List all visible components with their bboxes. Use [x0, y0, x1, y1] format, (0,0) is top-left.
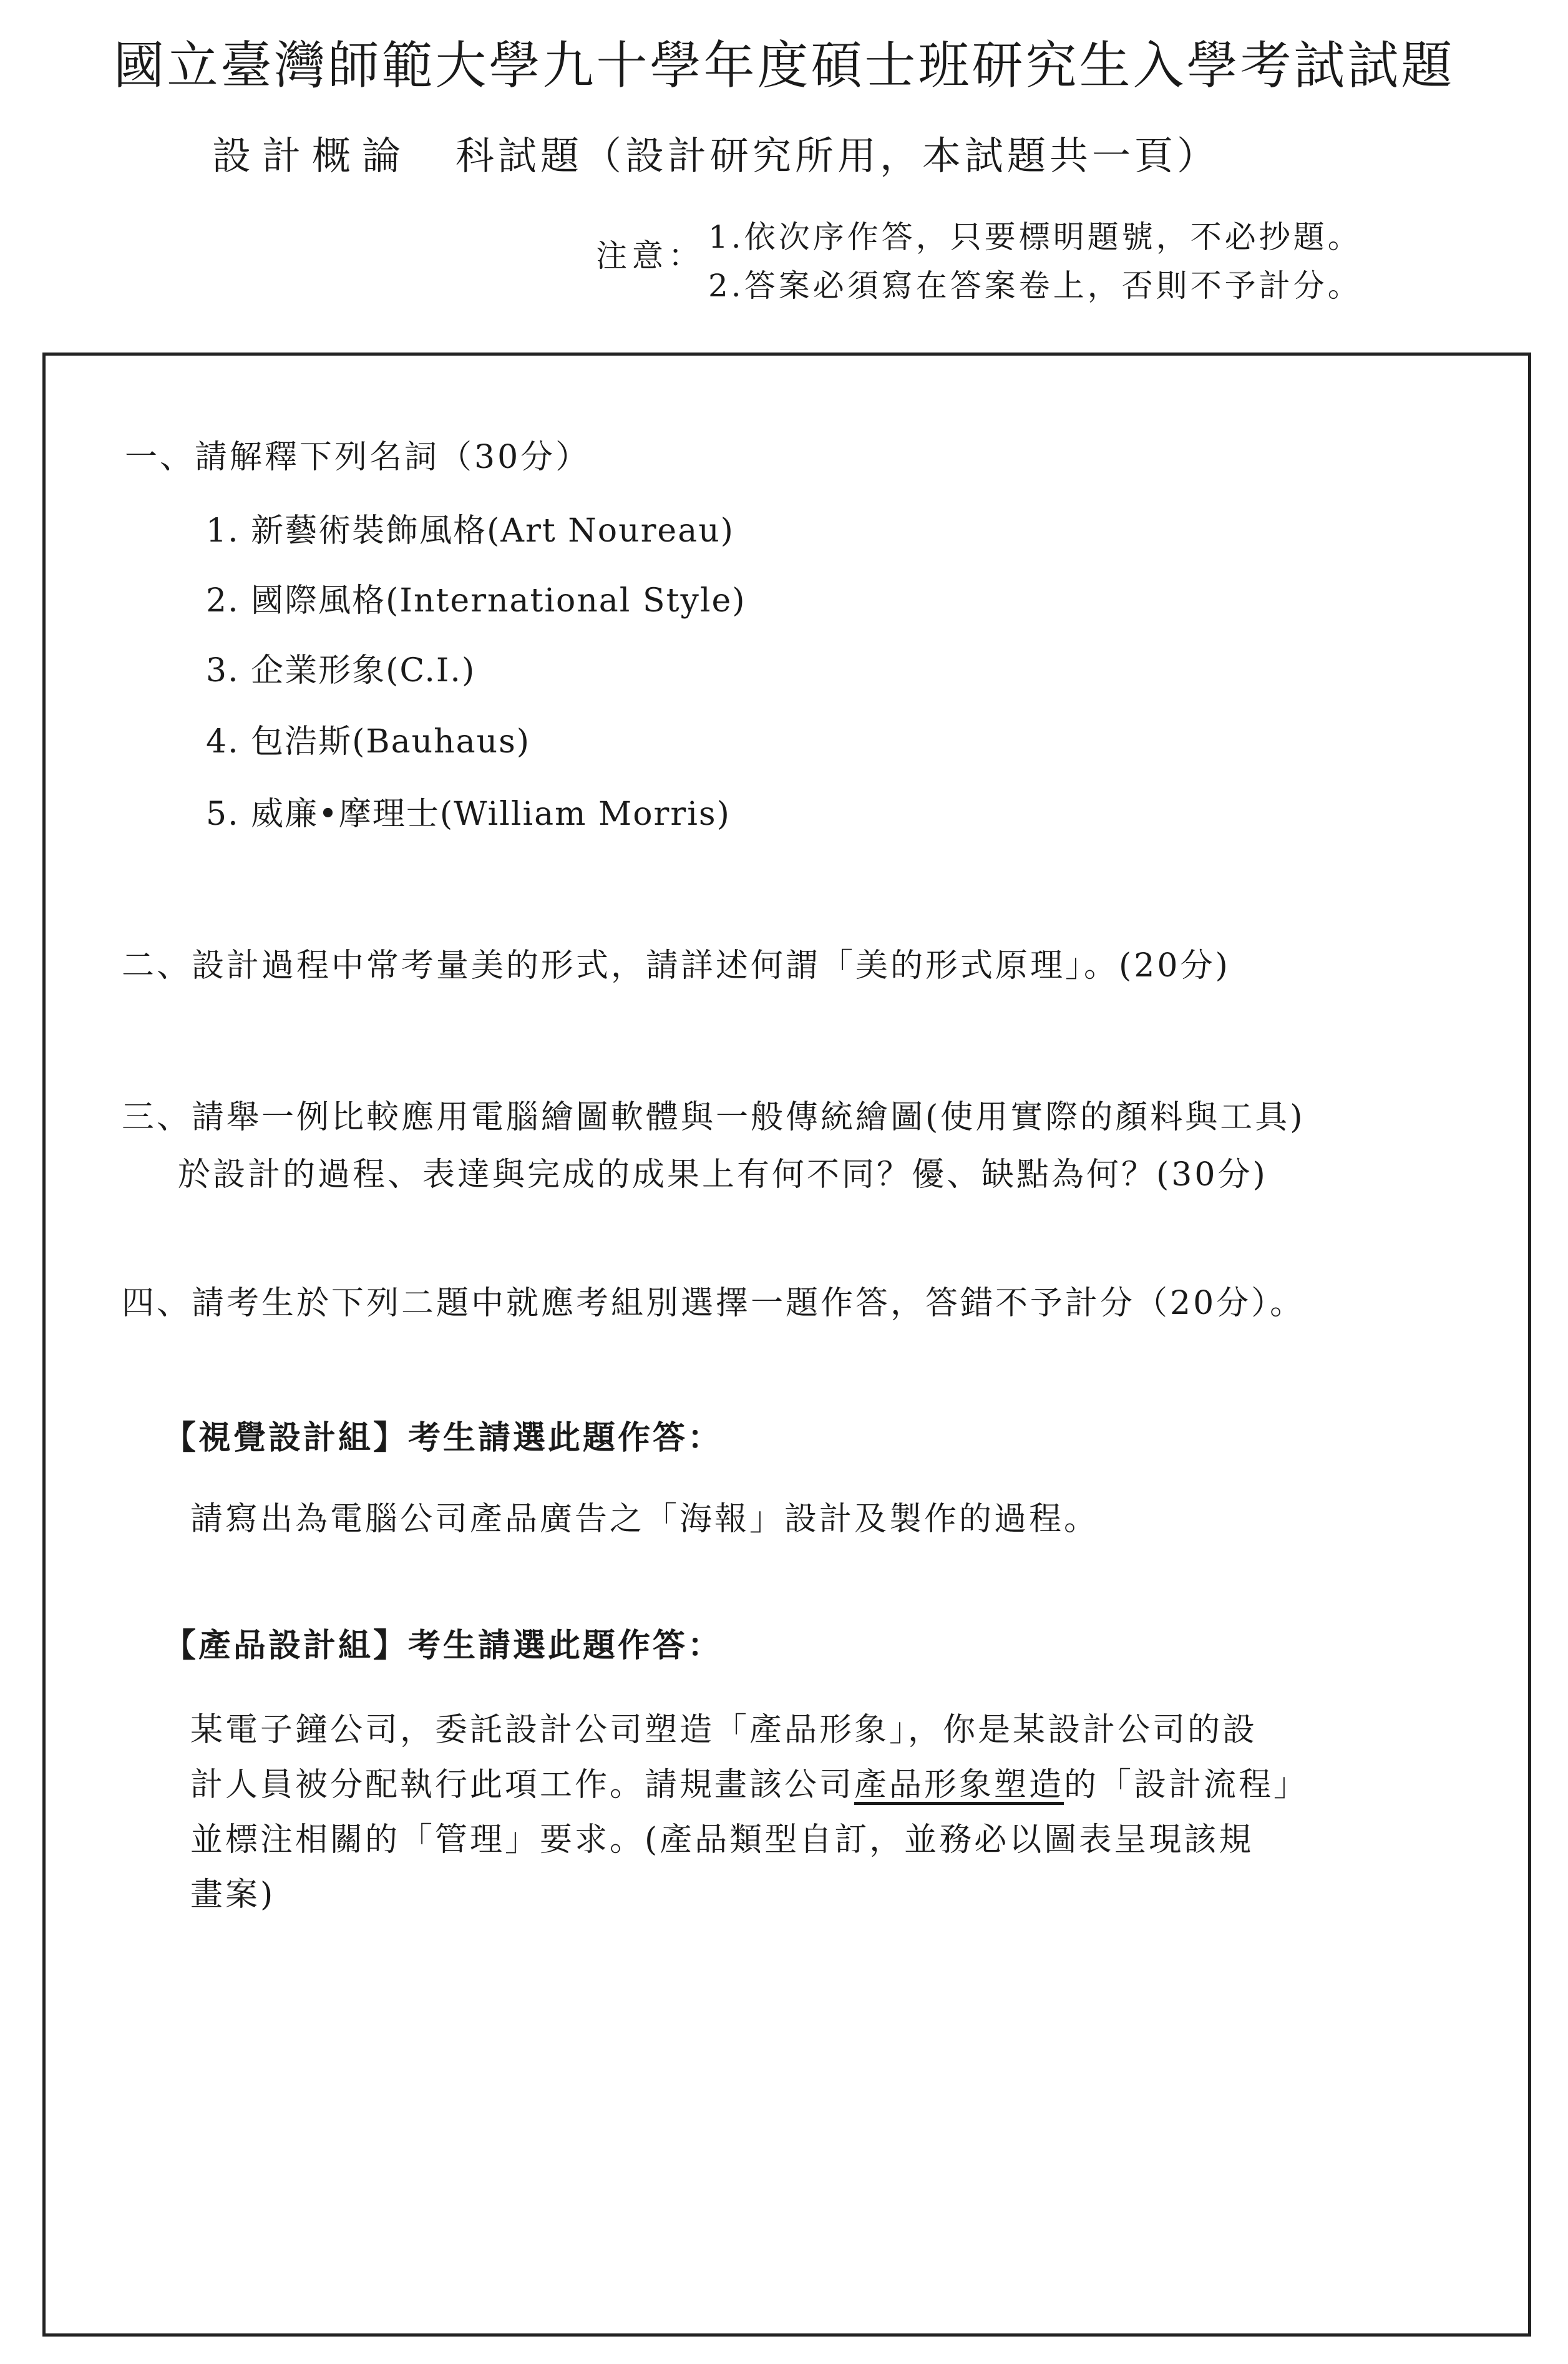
product-design-line-2-start: 計人員被分配執行此項工作。請規畫該公司 [190, 1766, 855, 1804]
subject-suffix: 科試題（設計研究所用，本試題共一頁） [455, 133, 1220, 178]
question-4-prompt: 四、請考生於下列二題中就應考組別選擇一題作答，答錯不予計分（20分）。 [122, 1285, 1305, 1322]
product-design-line-2-end: 的「設計流程」 [1064, 1766, 1309, 1804]
question-1-item-3: 3. 企業形象(C.I.) [206, 652, 476, 689]
subject-name: 設計概論 [212, 133, 412, 178]
question-1-prompt: 一、請解釋下列名詞（30分） [125, 439, 591, 476]
question-2-prompt: 二、設計過程中常考量美的形式，請詳述何謂「美的形式原理」。(20分) [122, 947, 1230, 985]
notice-item-1: 1.依次序作答，只要標明題號，不必抄題。 [708, 219, 1362, 255]
product-design-line-3: 並標注相關的「管理」要求。(產品類型自訂，並務必以圖表呈現該規 [190, 1821, 1254, 1859]
product-design-line-4: 畫案) [190, 1876, 276, 1914]
exam-subtitle [212, 125, 1219, 180]
exam-title: 國立臺灣師範大學九十學年度碩士班研究生入學考試試題 [113, 36, 1455, 95]
question-3-line-1: 三、請舉一例比較應用電腦繪圖軟體與一般傳統繪圖(使用實際的顏料與工具) [122, 1099, 1305, 1136]
visual-design-body: 請寫出為電腦公司產品廣告之「海報」設計及製作的過程。 [190, 1501, 1099, 1538]
notice-label: 注意： [596, 238, 704, 274]
question-1-item-1: 1. 新藝術裝飾風格(Art Noureau) [206, 512, 734, 550]
visual-design-heading: 【視覺設計組】考生請選此題作答： [163, 1419, 723, 1457]
question-1-item-5: 5. 威廉•摩理士(William Morris) [206, 795, 731, 833]
question-1-item-4: 4. 包浩斯(Bauhaus) [206, 723, 531, 761]
product-image-shaping-underlined: 產品形象塑造 [854, 1766, 1064, 1804]
product-design-heading: 【產品設計組】考生請選此題作答： [163, 1627, 723, 1665]
product-design-line-2 [190, 1758, 1308, 1805]
question-3-line-2: 於設計的過程、表達與完成的成果上有何不同？優、缺點為何？(30分) [178, 1156, 1268, 1194]
question-1-item-2: 2. 國際風格(International Style) [206, 582, 746, 620]
product-design-line-1: 某電子鐘公司，委託設計公司塑造「產品形象」，你是某設計公司的設 [190, 1711, 1258, 1749]
notice-item-2: 2.答案必須寫在答案卷上，否則不予計分。 [708, 268, 1362, 304]
